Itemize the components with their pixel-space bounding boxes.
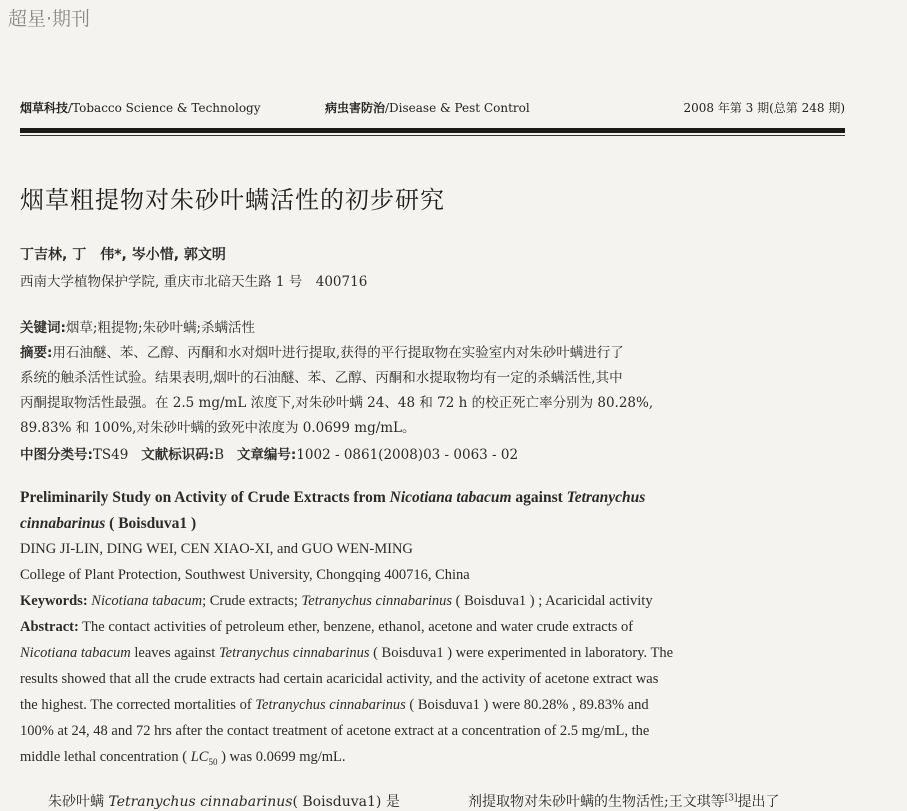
abstract-en-italic: Tetranychus cinnabarinus (255, 697, 406, 713)
abstract-cn-line-2: 系统的触杀活性试验。结果表明,烟叶的石油醚、苯、乙醇、丙酮和水提取物均有一定的杀螨活性,其中 (20, 370, 623, 386)
header-journal-en: /Tobacco Science & Technology (68, 101, 261, 115)
keyword: ; Crude extracts; (202, 593, 302, 609)
keyword: ( Boisduva1 ) ; Acaricidal activity (452, 593, 653, 609)
abstract-en-text: ( Boisduva1 ) were 80.28% , 89.83% and (405, 697, 649, 713)
header-section (325, 99, 530, 116)
abstract-en-line-2 (20, 645, 673, 662)
abstract-cn-label: 摘要: (20, 345, 53, 361)
header-section-en: /Disease & Pest Control (385, 101, 530, 115)
body-italic: Tetranychus cinnabarinus (108, 794, 293, 810)
abstract-en-line-6 (20, 749, 346, 767)
affiliation-cn: 西南大学植物保护学院, 重庆市北碚天生路 1 号 400716 (20, 274, 368, 290)
title-en-text: Preliminarily Study on Activity of Crude Extracts from (20, 489, 390, 506)
title-en-text: ( Boisduva1 ) (105, 515, 197, 532)
title-en-species: Nicotiana tabacum (389, 489, 512, 506)
body-text: 剂提取物对朱砂叶螨的生物活性;王文琪等 (468, 794, 725, 810)
body-text: ( Boisduva1) 是 (292, 794, 400, 810)
header-journal-cn: 烟草科技 (20, 101, 69, 115)
body-text: 朱砂叶螨 (48, 794, 109, 810)
keywords-en-label: Keywords: (20, 593, 88, 609)
keywords-cn (20, 316, 255, 336)
abstract-en-line-3: results showed that all the crude extracts had certain acaricidal activity, and the activity of acetone extract was (20, 671, 659, 687)
authors-cn: 丁吉林, 丁 伟*, 岑小惜, 郭文明 (20, 247, 226, 263)
abstract-en-text: leaves against (130, 645, 219, 661)
abstract-en-italic: Tetranychus cinnabarinus (218, 645, 370, 661)
affiliation-en: College of Plant Protection, Southwest University, Chongqing 400716, China (20, 567, 470, 583)
abstract-en-text: the highest. The corrected mortalities of (20, 697, 256, 713)
title-en-epithet: cinnabarinus (20, 515, 106, 532)
body-right-column-start (468, 791, 779, 811)
citation-ref: [3] (724, 793, 738, 804)
title-en-text: against (511, 489, 567, 506)
title-en-line-2 (20, 515, 196, 533)
header-rule-thick (20, 128, 845, 133)
abstract-cn-line-3: 丙酮提取物活性最强。在 2.5 mg/mL 浓度下,对朱砂叶螨 24、48 和 72 h 的校正死亡率分别为 80.28%, (20, 395, 654, 411)
keywords-cn-label: 关键词: (20, 320, 66, 336)
doc-code-label: 文献标识码: (141, 447, 215, 463)
keyword: Nicotiana tabacum (91, 593, 203, 609)
keyword: Tetranychus cinnabarinus (301, 593, 453, 609)
abstract-en-line-5: 100% at 24, 48 and 72 hrs after the contact treatment of acetone extract at a concentration of 2.5 mg/mL, the (20, 723, 650, 739)
abstract-cn-text: 用石油醚、苯、乙醇、丙酮和水对烟叶进行提取,获得的平行提取物在实验室内对朱砂叶螨进行了 (52, 345, 624, 361)
title-cn: 烟草粗提物对朱砂叶螨活性的初步研究 (20, 186, 445, 214)
title-en-genus: Tetranychus (566, 489, 646, 506)
body-left-column-start (48, 791, 400, 811)
abstract-en-label: Abstract: (20, 619, 79, 635)
abstract-cn-line-4: 89.83% 和 100%,对朱砂叶螨的致死中浓度为 0.0699 mg/mL。 (20, 420, 416, 436)
article-no-label: 文章编号: (236, 447, 297, 463)
keywords-cn-text: 烟草;粗提物;朱砂叶螨;杀螨活性 (65, 320, 256, 336)
abstract-en-text: ( Boisduva1 ) were experimented in laboratory. The (369, 645, 674, 661)
article-no-value: 1002 - 0861(2008)03 - 0063 - 02 (296, 447, 519, 463)
body-text: 提出了 (737, 794, 780, 810)
watermark: 超星·期刊 (8, 8, 91, 30)
abstract-en-text: The contact activities of petroleum ether, benzene, ethanol, acetone and water crude extracts of (78, 619, 634, 635)
abstract-en-line-4 (20, 697, 649, 714)
title-en-line-1 (20, 489, 645, 507)
classification-line (20, 443, 518, 463)
clc-label: 中图分类号: (20, 447, 93, 463)
keywords-en (20, 593, 653, 610)
authors-en: DING JI-LIN, DING WEI, CEN XIAO-XI, and GUO WEN-MING (20, 541, 413, 557)
abstract-en-line-1 (20, 619, 633, 636)
header-section-cn: 病虫害防治 (325, 101, 386, 115)
abstract-en-italic: Nicotiana tabacum (20, 645, 131, 661)
header-journal (20, 99, 261, 116)
abstract-en-text: middle lethal concentration ( (20, 749, 191, 765)
doc-code-value: B (214, 447, 225, 463)
clc-value: TS49 (92, 447, 129, 463)
header-issue: 2008 年第 3 期(总第 248 期) (683, 101, 845, 115)
abstract-en-italic: LC (190, 749, 209, 765)
abstract-en-subscript: 50 (208, 756, 218, 767)
abstract-en-text: ) was 0.0699 mg/mL. (217, 749, 346, 765)
abstract-cn-line-1 (20, 341, 624, 361)
header-rule-thin (20, 135, 845, 136)
